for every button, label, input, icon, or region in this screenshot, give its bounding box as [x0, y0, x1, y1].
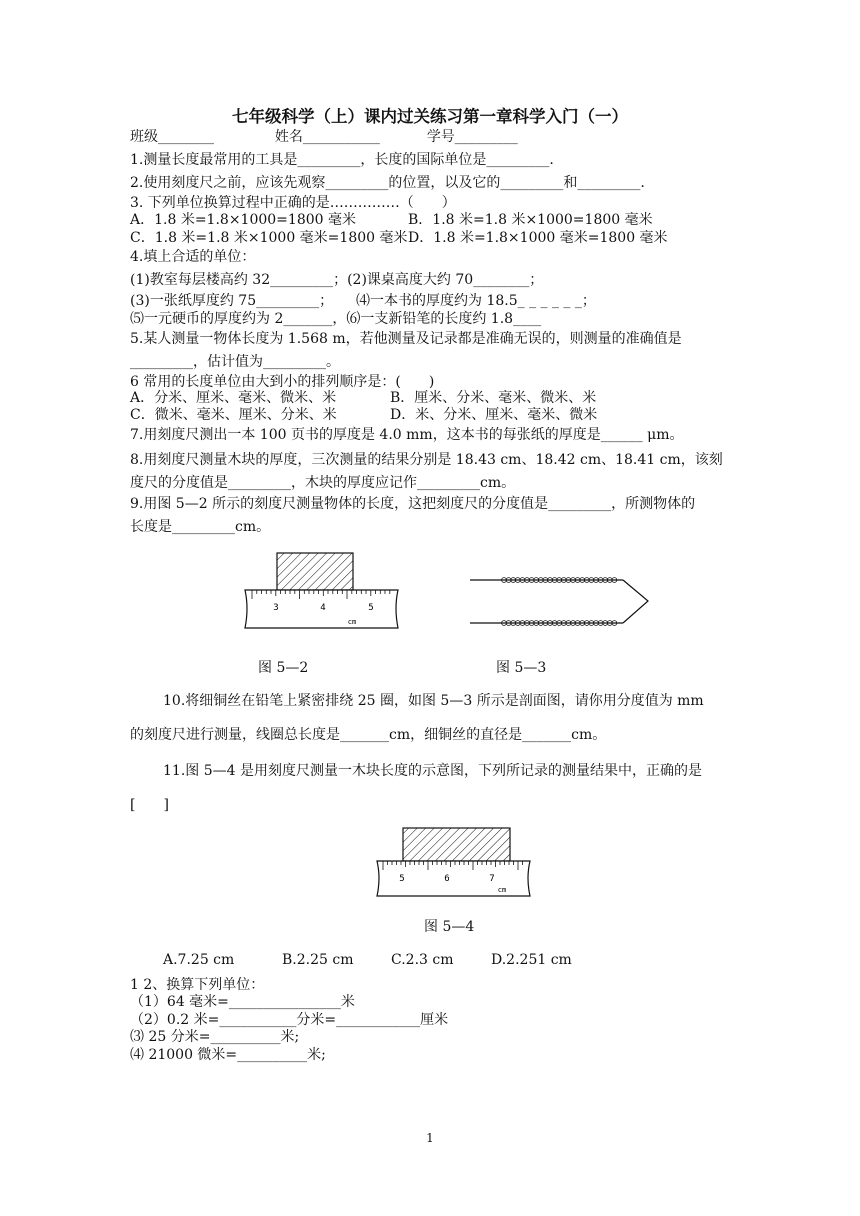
question-11-option-a: A.7.25 cm [163, 952, 235, 968]
ruler-unit-label: cm [347, 618, 357, 626]
question-11-option-b: B.2.25 cm [282, 952, 354, 968]
question-12-item-3: ⑶ 25 分米=__________米; [130, 1029, 300, 1045]
figure-5-4-ruler [370, 824, 540, 904]
question-11-option-d: D.2.251 cm [491, 952, 572, 968]
class-field: 班级________ [130, 129, 214, 145]
header-info-row [130, 128, 518, 146]
question-4-item-4: ⑷一本书的厚度约为 18.5_ _ _ _ _ _； [356, 293, 596, 309]
question-8-line-2: 度尺的分度值是_________，木块的厚度应记作_________cm。 [130, 475, 516, 491]
figure-5-3-caption: 图 5—3 [496, 660, 547, 676]
question-10-line-2: 的刻度尺进行测量，线圈总长度是_______cm，细铜丝的直径是_______cm。 [130, 727, 607, 743]
question-8-line-1: 8.用刻度尺测量木块的厚度，三次测量的结果分别是 18.43 cm、18.42 cm、18.41 cm，该刻 [130, 452, 723, 468]
page-number: 1 [426, 1131, 434, 1145]
tick-label-4: 4 [320, 603, 326, 613]
question-7: 7.用刻度尺测出一本 100 页书的厚度是 4.0 mm，这本书的每张纸的厚度是______ μm。 [130, 427, 684, 443]
option-a: A．1.8 米=1.8×1000=1800 毫米 [130, 212, 356, 228]
question-9-line-2: 长度是_________cm。 [130, 519, 271, 535]
question-6-option-a: A．分米、厘米、毫米、微米、米 [130, 390, 337, 406]
wood-block [277, 553, 353, 590]
question-5-line-1: 5.某人测量一物体长度为 1.568 m，若他测量及记录都是准确无误的，则测量的准确值是 [130, 331, 682, 347]
tick-label-7: 7 [489, 874, 495, 884]
figure-5-2-ruler [238, 548, 408, 638]
question-4-line-3: ⑸一元硬币的厚度约为 2_______，⑹一支新铅笔的长度约 1.8____ [130, 311, 542, 327]
question-4: 4.填上合适的单位： [130, 249, 256, 265]
question-12-item-4: ⑷ 21000 微米=__________米; [130, 1047, 326, 1063]
name-field: 姓名___________ [274, 129, 380, 145]
student-id-field: 学号_________ [426, 129, 518, 145]
question-3: 3. 下列单位换算过程中正确的是……………（ ） [130, 195, 456, 211]
question-4-line-1: (1)教室每层楼高约 32_________；(2)课桌高度大约 70________； [130, 272, 544, 288]
figure-5-4-caption: 图 5—4 [424, 919, 475, 935]
option-d: D．1.8 米=1.8×1000 毫米=1800 毫米 [408, 230, 668, 246]
question-2: 2.使用刻度尺之前，应该先观察_________的位置，以及它的_________和_________. [130, 175, 645, 191]
page-title: 七年级科学（上）课内过关练习第一章科学入门（一） [232, 107, 628, 126]
question-12: 1 2、换算下列单位： [130, 977, 265, 993]
question-10-line-1: 10.将细铜丝在铅笔上紧密排绕 25 圈，如图 5—3 所示是剖面图，请你用分度值为 mm [163, 693, 704, 709]
question-12-item-1: （1）64 毫米=________________米 [130, 994, 355, 1010]
wood-block [403, 828, 510, 861]
tick-label-3: 3 [273, 603, 279, 613]
pencil-tip [623, 580, 648, 623]
question-11-line-2: [ ] [130, 797, 169, 813]
tick-label-6: 6 [444, 874, 450, 884]
question-6-option-d: D．米、分米、厘米、毫米、微米 [390, 407, 598, 423]
question-6-option-b: B．厘米、分米、毫米、微米、米 [390, 390, 597, 406]
option-c: C．1.8 米=1.8 米×1000 毫米=1800 毫米 [130, 230, 408, 246]
question-6-option-c: C．微米、毫米、厘米、分米、米 [130, 407, 337, 423]
figure-5-3-coil-on-pencil [468, 570, 658, 630]
figure-5-2-caption: 图 5—2 [258, 660, 309, 676]
tick-label-5: 5 [368, 603, 374, 613]
ruler-unit-label: cm [497, 886, 507, 894]
question-11-option-c: C.2.3 cm [391, 952, 454, 968]
tick-label-5: 5 [399, 874, 405, 884]
question-5-line-2: _________，估计值为_________。 [130, 354, 340, 370]
question-12-item-2: （2）0.2 米=___________分米=____________厘米 [130, 1012, 449, 1028]
question-11-line-1: 11.图 5—4 是用刻度尺测量一木块长度的示意图，下列所记录的测量结果中，正确的是 [163, 763, 702, 779]
question-4-item-3: (3)一张纸厚度约 75_________； [130, 293, 334, 309]
question-3-options-ab [130, 211, 356, 229]
question-6: 6 常用的长度单位由大到小的排列顺序是：( ) [130, 374, 435, 390]
question-1: 1.测量长度最常用的工具是_________，长度的国际单位是_________. [130, 152, 554, 168]
question-9-line-1: 9.用图 5—2 所示的刻度尺测量物体的长度，这把刻度尺的分度值是_________，所测物体的 [130, 496, 696, 512]
option-b: B．1.8 米=1.8 米×1000=1800 毫米 [408, 212, 653, 228]
